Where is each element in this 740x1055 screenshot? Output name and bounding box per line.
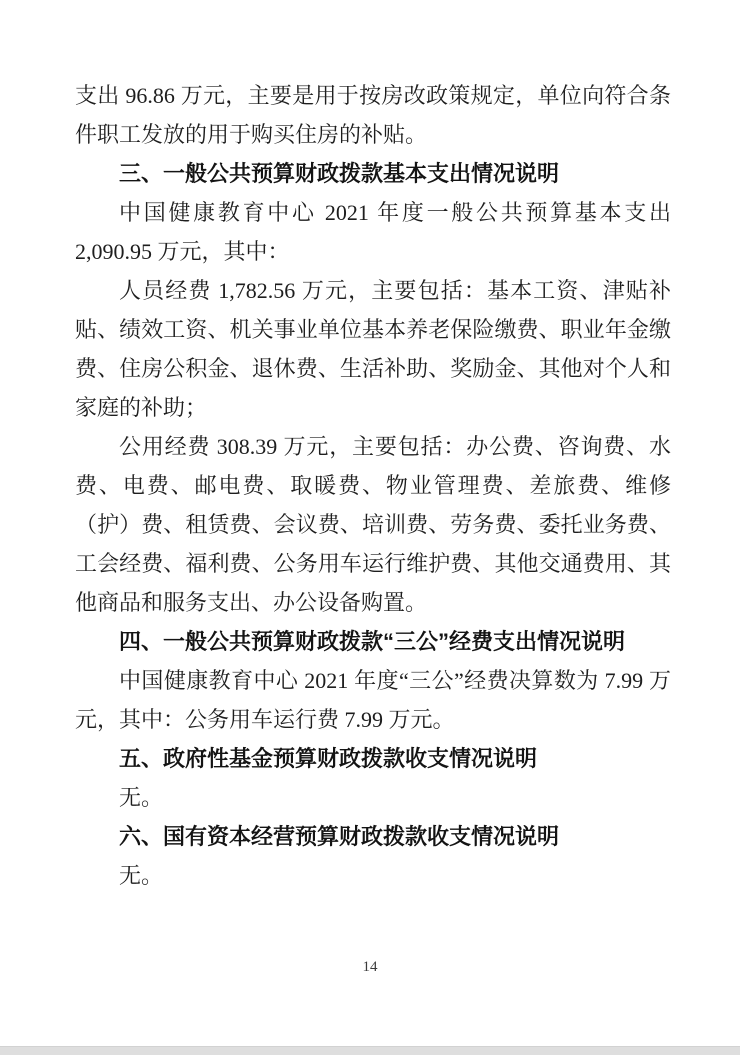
body-paragraph: 无。: [119, 863, 164, 888]
section-heading-5: 五、政府性基金预算财政拨款收支情况说明: [119, 746, 538, 771]
section-heading-6: 六、国有资本经营预算财政拨款收支情况说明: [119, 824, 560, 849]
body-paragraph: 公用经费 308.39 万元，主要包括：办公费、咨询费、水费、电费、邮电费、取暖费、物业管理费、差旅费、维修（护）费、租赁费、会议费、培训费、劳务费、委托业务费、工会经费、福利费、公务用车运行维护费、其他交通费用、其他商品和服务支出、办公设备购置。: [75, 434, 671, 615]
page-bottom-edge: [0, 1046, 740, 1055]
body-paragraph: 中国健康教育中心 2021 年度一般公共预算基本支出 2,090.95 万元，其中：: [75, 200, 671, 264]
page-number: 14: [362, 959, 378, 975]
body-paragraph: 中国健康教育中心 2021 年度“三公”经费决算数为 7.99 万元，其中：公务用车运行费 7.99 万元。: [75, 668, 671, 732]
section-heading-3: 三、一般公共预算财政拨款基本支出情况说明: [119, 161, 560, 186]
body-paragraph: 无。: [119, 785, 164, 810]
section-heading-4: 四、一般公共预算财政拨款“三公”经费支出情况说明: [119, 629, 626, 654]
body-paragraph: 支出 96.86 万元，主要是用于按房改政策规定，单位向符合条件职工发放的用于购买住房的补贴。: [75, 83, 671, 147]
document-body: [75, 76, 671, 895]
body-paragraph: 人员经费 1,782.56 万元，主要包括：基本工资、津贴补贴、绩效工资、机关事业单位基本养老保险缴费、职业年金缴费、住房公积金、退休费、生活补助、奖励金、其他对个人和家庭的补助；: [75, 278, 671, 420]
